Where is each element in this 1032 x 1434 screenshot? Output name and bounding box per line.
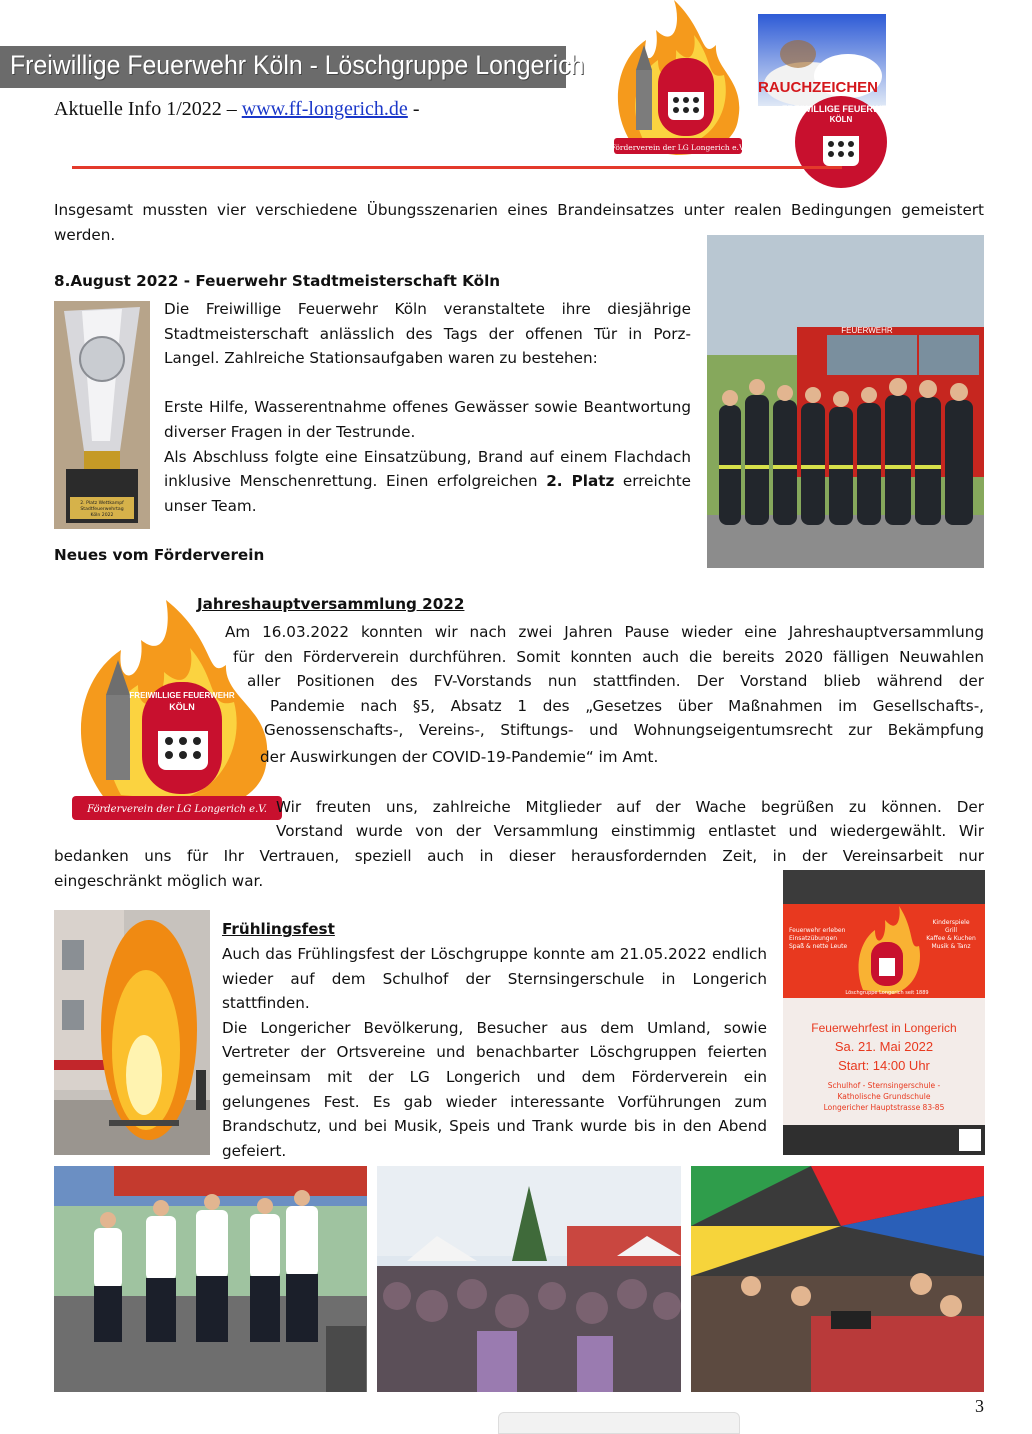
rauchzeichen-text: RAUCHZEICHEN bbox=[758, 79, 878, 96]
badge-top-text: FREIWILLIGE FEUERWEHR bbox=[129, 691, 235, 700]
poster-since: Löschgruppe Longerich seit 1889 bbox=[845, 990, 929, 996]
jhv-line-5: Genossenschafts-, Vereins-, Stiftungs- und Wohnungseigentumsrecht zur Bekämpfung bbox=[264, 721, 984, 739]
fruehlingsfest-heading: Frühlingsfest bbox=[222, 920, 335, 938]
badge-text-city: KÖLN bbox=[829, 115, 853, 124]
stage-photo bbox=[54, 1166, 367, 1392]
thanks-line-4: eingeschränkt möglich war. bbox=[54, 872, 264, 890]
tent-photo bbox=[691, 1166, 984, 1392]
poster-right-2: Grill bbox=[944, 927, 958, 934]
section-heading-stadtmeisterschaft: 8.August 2022 - Feuerwehr Stadtmeisterschaft Köln bbox=[54, 272, 501, 290]
trophy-plate-line2: Stadtfeuerwehrtag bbox=[80, 507, 124, 512]
poster-left-3: Spaß & nette Leute bbox=[789, 943, 848, 950]
thanks-line-2: Vorstand wurde von der Versammlung einstimmig entlastet und wiedergewählt. Wir bbox=[276, 822, 984, 840]
info-suffix: - bbox=[407, 98, 420, 120]
poster-venue-3: Longericher Hauptstrasse 83-85 bbox=[823, 1103, 945, 1112]
p3-text-before: Als Abschluss folgte eine Einsatzübung, Brand auf einem Flachdach inklusive Menschenrettung. Einen erfolgreichen bbox=[164, 447, 691, 491]
foerderverein-logo-top bbox=[606, 0, 748, 160]
rauchzeichen-logo bbox=[758, 14, 901, 189]
poster-left-1: Feuerwehr erleben bbox=[789, 927, 846, 934]
jhv-line-4: Pandemie nach §5, Absatz 1 des „Gesetzes über Maßnahmen im Gesellschafts-, bbox=[270, 697, 984, 715]
info-line bbox=[54, 98, 419, 121]
badge-city-text: KÖLN bbox=[169, 702, 195, 712]
thanks-line-1: Wir freuten uns, zahlreiche Mitglieder auf der Wache begrüßen zu können. Der bbox=[276, 798, 984, 816]
p3-bold-platz: 2. Platz bbox=[546, 472, 615, 491]
p3-text-after: erreichte unser Team. bbox=[164, 472, 691, 515]
header-divider bbox=[72, 166, 842, 169]
poster-right-3: Kaffee & Kuchen bbox=[926, 935, 976, 942]
poster-start: Start: 14:00 Uhr bbox=[838, 1058, 930, 1073]
jhv-line-3: aller Positionen des FV-Vorstands nun stattfinden. Der Vorstand blieb während der bbox=[247, 672, 984, 690]
jhv-line-1: Am 16.03.2022 konnten wir nach zwei Jahren Pause wieder eine Jahreshauptversammlung bbox=[225, 623, 984, 641]
stadtmeisterschaft-p1: Die Freiwillige Feuerwehr Köln veranstaltete ihre diesjährige Stadtmeisterschaft anlässlich des Tags der offenen Tür in Porz-Langel. Zahlreiche Stationsaufgaben waren zu bestehen: bbox=[164, 300, 691, 368]
team-photo bbox=[707, 235, 984, 568]
event-poster bbox=[783, 870, 985, 1155]
fruehlingsfest-p1: Auch das Frühlingsfest der Löschgruppe konnte am 21.05.2022 endlich wieder auf dem Schulhof der Sternsingerschule in Longerich stattfinden. bbox=[222, 945, 767, 1013]
stadtmeisterschaft-p3 bbox=[164, 445, 691, 519]
section-heading-foerderverein: Neues vom Förderverein bbox=[54, 546, 265, 564]
poster-right-1: Kinderspiele bbox=[932, 919, 970, 926]
fruehlingsfest-p2: Die Longericher Bevölkerung, Besucher aus dem Umland, sowie Vertreter der Ortsvereine und benachbarter Löschgruppen feierten gemeinsam mit der LG Longerich und dem Förderverein ein gelungenes Fest. Es gab wieder interessante Vorführungen zum Brandschutz, und bei Musik, Speis und Trank wurde bis in den Abend gefeiert. bbox=[222, 1018, 767, 1160]
jhv-line-2: für den Förderverein durchführen. Somit konnten auch die bereits 2020 fälligen Neuwahlen bbox=[233, 648, 984, 666]
website-link[interactable]: www.ff-longerich.de bbox=[241, 98, 408, 120]
truck-label: FEUERWEHR bbox=[841, 326, 893, 335]
jhv-heading: Jahreshauptversammlung 2022 bbox=[197, 595, 465, 613]
trophy-photo bbox=[54, 301, 150, 529]
jhv-line-6: der Auswirkungen der COVID-19-Pandemie“ im Amt. bbox=[260, 748, 659, 766]
intro-paragraph: Insgesamt mussten vier verschiedene Übungsszenarien eines Brandeinsatzes unter realen Bedingungen gemeistert werden. bbox=[54, 201, 984, 244]
page-title: Freiwillige Feuerwehr Köln - Löschgruppe Longerich bbox=[10, 50, 585, 80]
ribbon-text-large: Förderverein der LG Longerich e.V. bbox=[87, 804, 267, 815]
poster-date: Sa. 21. Mai 2022 bbox=[834, 1039, 934, 1054]
trophy-plate-line1: 2. Platz Wettkampf bbox=[80, 501, 124, 506]
fire-demo-photo bbox=[54, 910, 210, 1155]
stadtmeisterschaft-text bbox=[164, 297, 691, 518]
poster-venue-2: Katholische Grundschule bbox=[837, 1092, 931, 1101]
poster-right-4: Musik & Tanz bbox=[931, 943, 971, 950]
badge-text-top: FREIWILLIGE FEUERWEHR bbox=[781, 104, 901, 114]
ribbon-text: Förderverein der LG Longerich e.V. bbox=[610, 143, 746, 152]
poster-title: Feuerwehrfest in Longerich bbox=[811, 1021, 957, 1035]
trophy-plate-line3: Köln 2022 bbox=[90, 513, 114, 518]
page-number: 3 bbox=[975, 1396, 984, 1416]
bottom-tab bbox=[498, 1412, 740, 1434]
poster-venue-1: Schulhof - Sternsingerschule - bbox=[827, 1081, 941, 1090]
poster-left-2: Einsatzübungen bbox=[789, 935, 838, 942]
thanks-line-3: bedanken uns für Ihr Vertrauen, speziell auch in dieser herausfordernden Zeit, in der Vereinsarbeit nur bbox=[54, 847, 984, 865]
fruehlingsfest-text bbox=[222, 942, 767, 1163]
crowd-photo bbox=[377, 1166, 681, 1392]
info-prefix: Aktuelle Info 1/2022 – bbox=[54, 98, 242, 120]
stadtmeisterschaft-p2: Erste Hilfe, Wasserentnahme offenes Gewässer sowie Beantwortung diverser Fragen in der Testrunde. bbox=[164, 398, 691, 441]
